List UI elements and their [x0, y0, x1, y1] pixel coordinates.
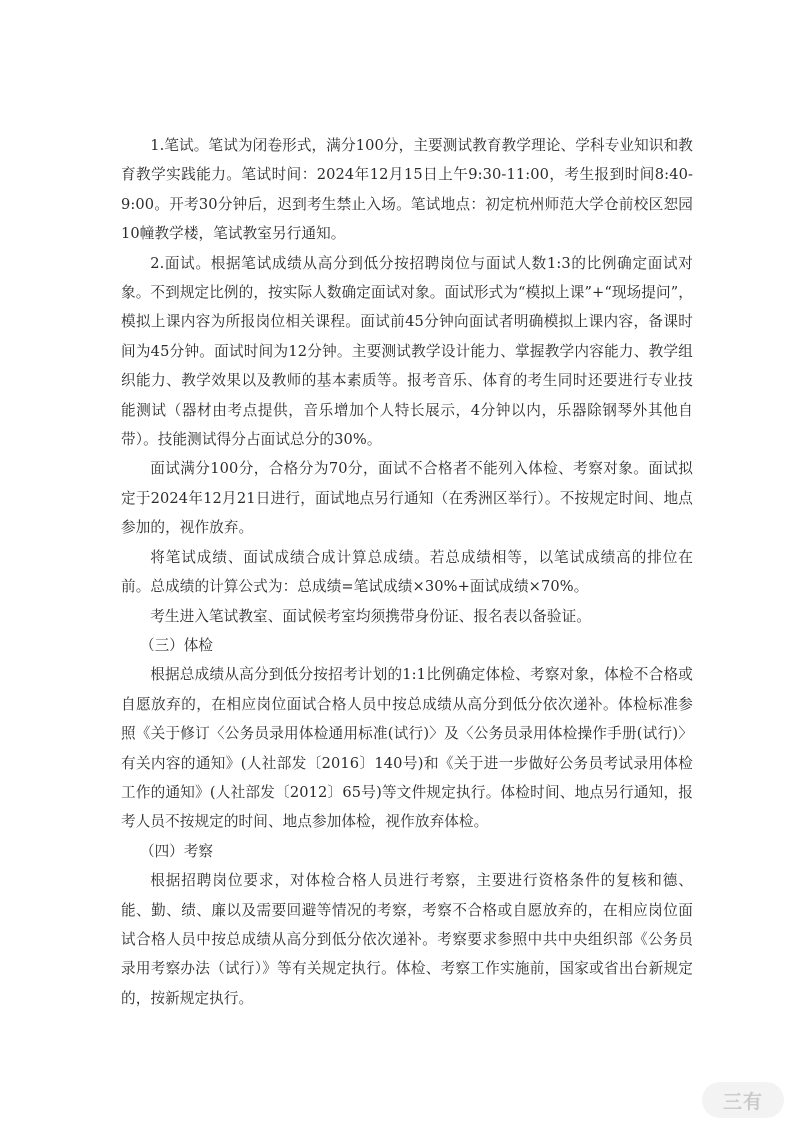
- paragraph-interview: 2.面试。根据笔试成绩从高分到低分按招聘岗位与面试人数1:3的比例确定面试对象。不到规定比例的，按实际人数确定面试对象。面试形式为“模拟上课”+“现场提问”，模拟上课内容为所报岗位相关课程。面试前45分钟向面试者明确模拟上课内容，备课时间为45分钟。面试时间为12分钟。主要测试教学设计能力、掌握教学内容能力、教学组织能力、教学效果以及教师的基本素质等。报考音乐、体育的考生同时还要进行专业技能测试（器材由考点提供，音乐增加个人特长展示，4分钟以内，乐器除钢琴外其他自带）。技能测试得分占面试总分的30%。: [121, 254, 693, 449]
- section-heading-inspection: （四）考察: [139, 842, 213, 860]
- paragraph-inspection: 根据招聘岗位要求，对体检合格人员进行考察，主要进行资格条件的复核和德、能、勤、绩、廉以及需要回避等情况的考察，考察不合格或自愿放弃的，在相应岗位面试合格人员中按总成绩从高分到低分依次递补。考察要求参照中共中央组织部《公务员录用考察办法（试行）》等有关规定执行。体检、考察工作实施前，国家或省出台新规定的，按新规定执行。: [121, 872, 693, 1007]
- paragraph-physical-exam: 根据总成绩从高分到低分按招考计划的1:1比例确定体检、考察对象，体检不合格或自愿放弃的，在相应岗位面试合格人员中按总成绩从高分到低分依次递补。体检标准参照《关于修订〈公务员录用体检通用标准(试行)〉及〈公务员录用体检操作手册(试行)〉有关内容的通知》(人社部发〔2016〕140号)和《关于进一步做好公务员考试录用体检工作的通知》(人社部发〔2012〕65号)等文件规定执行。体检时间、地点另行通知，报考人员不按规定的时间、地点参加体检，视作放弃体检。: [121, 666, 693, 831]
- section-heading-physical-exam: （三）体检: [139, 636, 213, 654]
- paragraph-id-requirement: 考生进入笔试教室、面试候考室均须携带身份证、报名表以备验证。: [150, 607, 592, 625]
- watermark-logo: 三有: [702, 1082, 784, 1118]
- paragraph-written-exam: 1.笔试。笔试为闭卷形式，满分100分，主要测试教育教学理论、学科专业知识和教育教学实践能力。笔试时间：2024年12月15日上午9:30-11:00，考生报到时间8:40-9:00。开考30分钟后，迟到考生禁止入场。笔试地点：初定杭州师范大学仓前校区恕园10幢教学楼，笔试教室另行通知。: [121, 137, 693, 243]
- paragraph-total-score: 将笔试成绩、面试成绩合成计算总成绩。若总成绩相等，以笔试成绩高的排位在前。总成绩的计算公式为：总成绩=笔试成绩×30%+面试成绩×70%。: [121, 548, 693, 596]
- paragraph-interview-score: 面试满分100分，合格分为70分，面试不合格者不能列入体检、考察对象。面试拟定于2024年12月21日进行，面试地点另行通知（在秀洲区举行）。不按规定时间、地点参加的，视作放弃。: [121, 460, 693, 537]
- document-body: [121, 131, 693, 1013]
